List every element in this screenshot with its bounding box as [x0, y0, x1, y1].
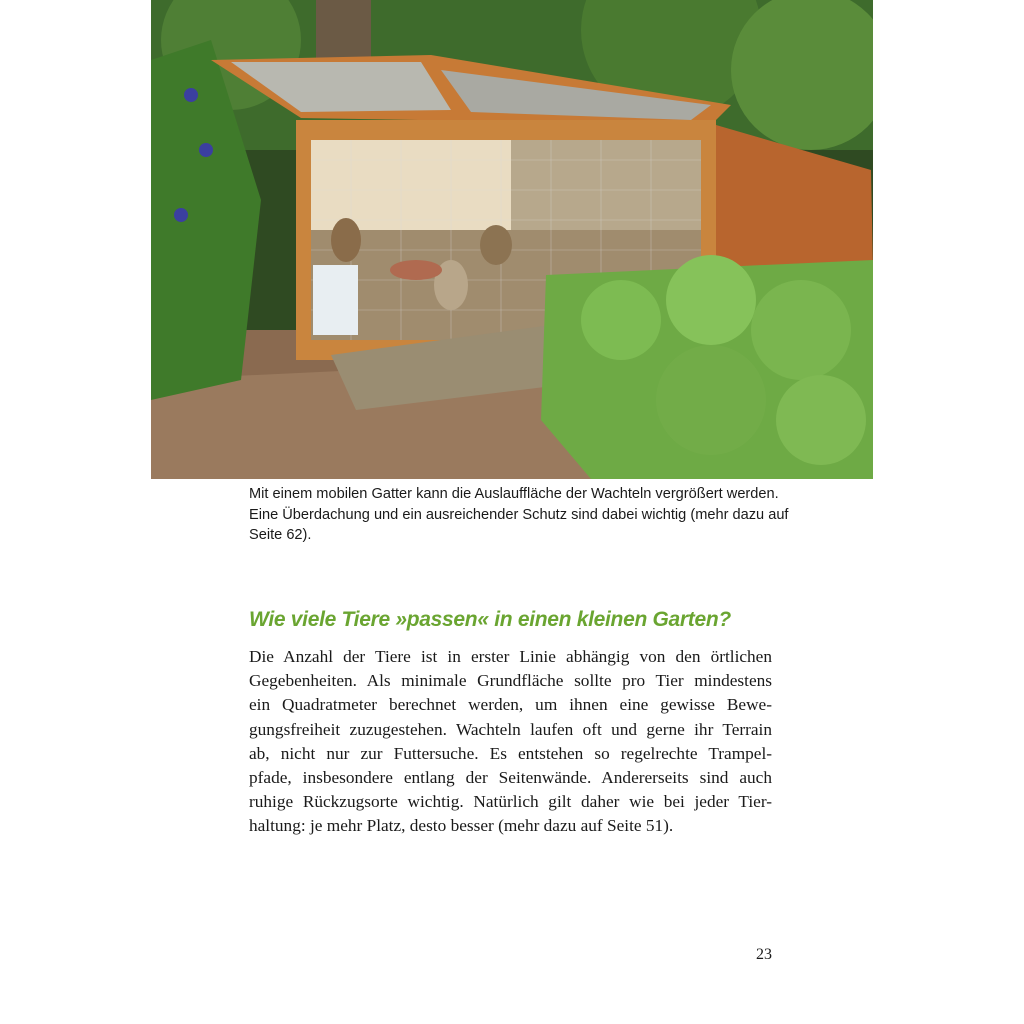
garden-photo-icon	[151, 0, 873, 479]
photo-caption	[249, 484, 789, 546]
body-line: ruhige Rückzugsorte wichtig. Natürlich gilt daher wie bei jeder Tier-	[249, 792, 772, 812]
body-line: ab, nicht nur zur Futtersuche. Es entstehen so regelrechte Trampel-	[249, 743, 772, 763]
quail-enclosure-photo	[151, 0, 873, 479]
body-line: Die Anzahl der Tiere ist in erster Linie abhängig von den örtlichen	[249, 647, 772, 666]
caption-line: Seite 62).	[249, 527, 312, 543]
body-line: ein Quadratmeter berechnet werden, um ihnen eine gewisse Bewe-	[249, 695, 772, 715]
caption-line: Eine Überdachung und ein ausreichender Schutz sind dabei wichtig (mehr dazu auf	[249, 506, 789, 523]
body-line: gungsfreiheit zuzugestehen. Wachteln laufen oft und gerne ihr Terrain	[249, 719, 772, 739]
body-line: Gegebenheiten. Als minimale Grundfläche sollte pro Tier mindestens	[249, 671, 772, 691]
body-line: haltung: je mehr Platz, desto besser (mehr dazu auf Seite 51).	[249, 816, 674, 836]
section-heading: Wie viele Tiere »passen« in einen kleinen Garten?	[249, 608, 731, 631]
section-body	[249, 645, 772, 839]
body-line: pfade, insbesondere entlang der Seitenwände. Andererseits sind auch	[249, 767, 772, 787]
caption-line: Mit einem mobilen Gatter kann die Auslauffläche der Wachteln vergrößert werden.	[249, 486, 779, 502]
page-number: 23	[756, 946, 772, 963]
